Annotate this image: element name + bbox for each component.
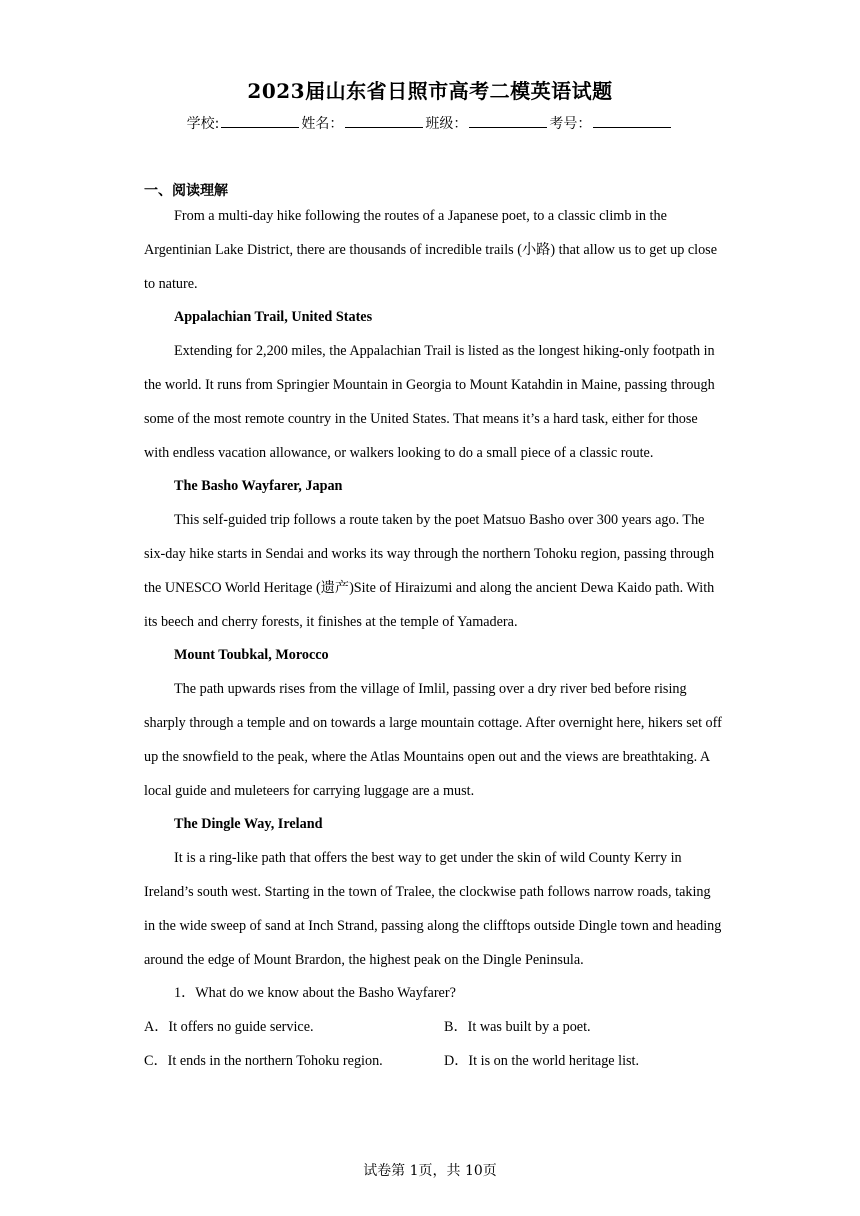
name-blank: [345, 113, 423, 128]
passage-intro: From a multi-day hike following the routes of a Japanese poet, to a classic climb in the Argentinian Lake District, there are thousands of incredible trails (小路) that allow us to get up close to nature.: [144, 208, 717, 292]
option-d: D．It is on the world heritage list.: [444, 1052, 640, 1069]
page-footer: 试卷第 1页，共 10页: [363, 1163, 497, 1179]
class-label: 班级：: [425, 116, 468, 132]
trail-heading: Mount Toubkal, Morocco: [174, 647, 329, 664]
class-blank: [469, 113, 547, 128]
trail-body: It is a ring-like path that offers the best way to get under the skin of wild County Kerry in Ireland’s south west. Starting in the town of Tralee, the clockwise path follows narrow roads, taking in the wide sweep of sand at Inch Strand, passing along the clifftops outside Dingle town and heading around the edge of Mount Brardon, the highest peak on the Dingle Peninsula.: [144, 850, 722, 968]
question-options: [144, 1011, 722, 1079]
exam-number-label: 考号：: [549, 116, 592, 132]
name-label: 姓名：: [301, 116, 344, 132]
option-b: B．It was built by a poet.: [444, 1019, 591, 1036]
exam-title: 2023届山东省日照市高考二模英语试题: [247, 79, 613, 103]
school-blank: [221, 113, 299, 128]
trail-body: The path upwards rises from the village of Imlil, passing over a dry river bed before rising sharply through a temple and on towards a large mountain cottage. After overnight here, hikers set off up the snowfield to the peak, where the Atlas Mountains open out and the views are breathtaking. A local guide and muleteers for carrying luggage are a must.: [144, 681, 722, 799]
school-label: 学校:: [186, 116, 220, 132]
option-a: A．It offers no guide service.: [144, 1019, 314, 1036]
exam-number-blank: [593, 113, 671, 128]
student-info-line: [0, 113, 860, 133]
trail-heading: The Basho Wayfarer, Japan: [174, 478, 343, 495]
trail-body: This self-guided trip follows a route taken by the poet Matsuo Basho over 300 years ago. The six-day hike starts in Sendai and works its way through the northern Tohoku region, passing through the UNESCO World Heritage (遗产)Site of Hiraizumi and along the ancient Dewa Kaido path. With its beech and cherry forests, it finishes at the temple of Yamadera.: [144, 512, 715, 630]
trail-heading: The Dingle Way, Ireland: [174, 816, 323, 833]
question-stem: 1．What do we know about the Basho Wayfarer?: [174, 985, 456, 1002]
section-heading: 一、阅读理解: [144, 183, 228, 199]
trail-heading: Appalachian Trail, United States: [174, 309, 373, 326]
option-c: C．It ends in the northern Tohoku region.: [144, 1052, 383, 1069]
reading-passage: [144, 200, 722, 1079]
trail-body: Extending for 2,200 miles, the Appalachian Trail is listed as the longest hiking-only footpath in the world. It runs from Springier Mountain in Georgia to Mount Katahdin in Maine, passing through some of the most remote country in the United States. That means it’s a hard task, either for those with endless vacation allowance, or walkers looking to do a small piece of a classic route.: [144, 343, 715, 461]
